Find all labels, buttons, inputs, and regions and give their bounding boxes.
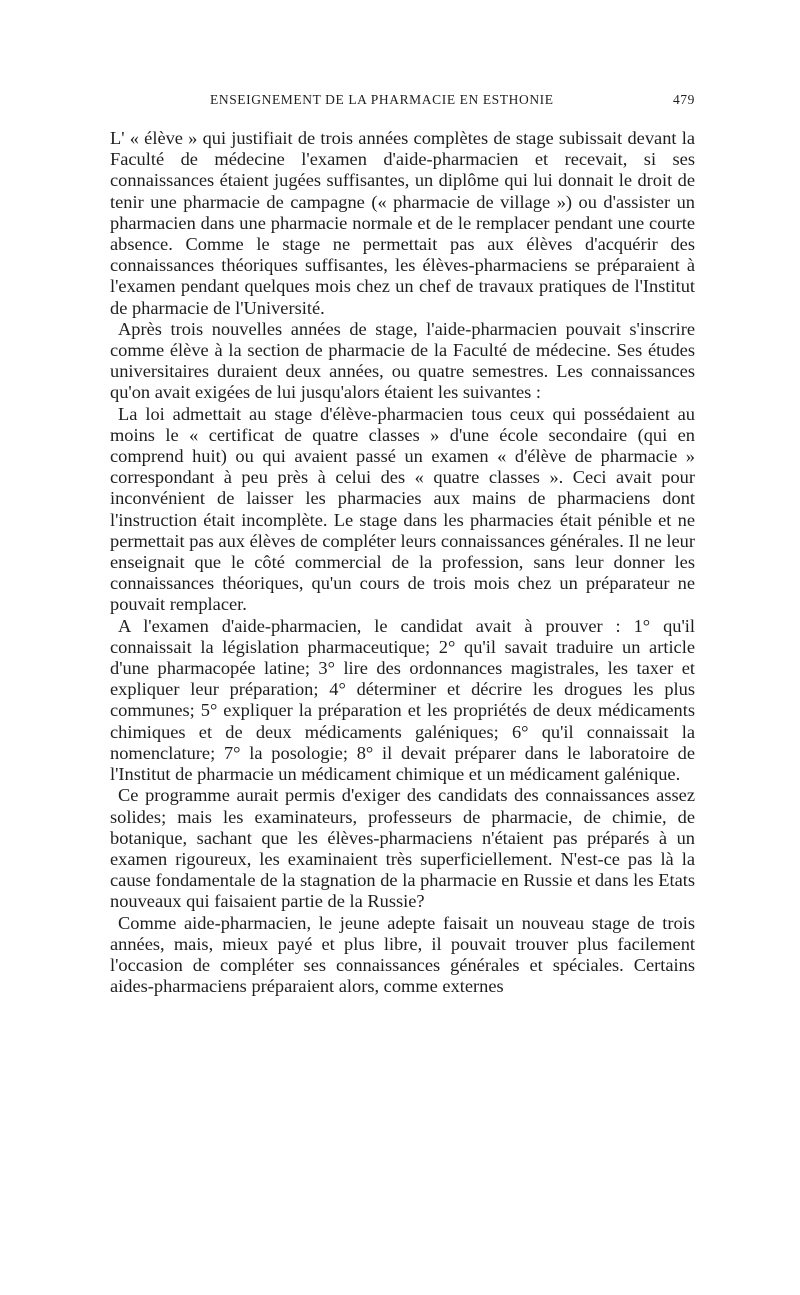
paragraph: Après trois nouvelles années de stage, l'aide-pharmacien pouvait s'inscrire comme élève à la section de pharmacie de la Faculté de médecine. Ses études universitaires duraient deux années, ou quatre semestres. Les connaissances qu'on avait exigées de lui jusqu'alors étaient les suivantes : [110,318,695,403]
paragraph: L' « élève » qui justifiait de trois années complètes de stage subissait devant la Faculté de médecine l'examen d'aide-pharmacien et recevait, si ses connaissances étaient jugées suffisantes, un diplôme qui lui donnait le droit de tenir une pharmacie de campagne (« pharmacie de village ») ou d'assister un pharmacien dans une pharmacie normale et de le remplacer pendant une courte absence. Comme le stage ne permettait pas aux élèves d'acquérir des connaissances théoriques suffisantes, les élèves-pharmaciens se préparaient à l'examen pendant quelques mois chez un chef de travaux pratiques de l'Institut de pharmacie de l'Université. [110,128,695,318]
running-title: ENSEIGNEMENT DE LA PHARMACIE EN ESTHONIE [210,92,554,107]
page-number: 479 [672,92,695,107]
body-text [110,128,695,997]
running-head [110,92,695,116]
paragraph: La loi admettait au stage d'élève-pharmacien tous ceux qui possédaient au moins le « certificat de quatre classes » d'une école secondaire (qui en comprend huit) ou qui avaient passé un examen « d'élève de pharmacie » correspondant à peu près à celui des « quatre classes ». Ceci avait pour inconvénient de laisser les pharmacies aux mains de pharmaciens dont l'instruction était incomplète. Le stage dans les pharmacies était pénible et ne permettait pas aux élèves de compléter leurs connaissances générales. Il ne leur enseignait que le côté commercial de la profession, sans leur donner les connaissances théoriques, qu'un cours de trois mois chez un préparateur ne pouvait remplacer. [110,403,695,615]
paragraph: Ce programme aurait permis d'exiger des candidats des connaissances assez solides; mais les examinateurs, professeurs de pharmacie, de chimie, de botanique, sachant que les élèves-pharmaciens n'étaient pas préparés à un examen rigoureux, les examinaient très superficiellement. N'est-ce pas là la cause fondamentale de la stagnation de la pharmacie en Russie et dans les Etats nouveaux qui faisaient partie de la Russie? [110,785,695,912]
paragraph: Comme aide-pharmacien, le jeune adepte faisait un nouveau stage de trois années, mais, mieux payé et plus libre, il pouvait trouver plus facilement l'occasion de compléter ses connaissances générales et spéciales. Certains aides-pharmaciens préparaient alors, comme externes [110,912,695,997]
paragraph: A l'examen d'aide-pharmacien, le candidat avait à prouver : 1° qu'il connaissait la législation pharmaceutique; 2° qu'il savait traduire un article d'une pharmacopée latine; 3° lire des ordonnances magistrales, les taxer et expliquer leur préparation; 4° déterminer et décrire les drogues les plus communes; 5° expliquer la préparation et les propriétés de deux médicaments chimiques et de deux médicaments galéniques; 6° qu'il connaissait la nomenclature; 7° la posologie; 8° il devait préparer dans le laboratoire de l'Institut de pharmacie un médicament chimique et un médicament galénique. [110,615,695,785]
